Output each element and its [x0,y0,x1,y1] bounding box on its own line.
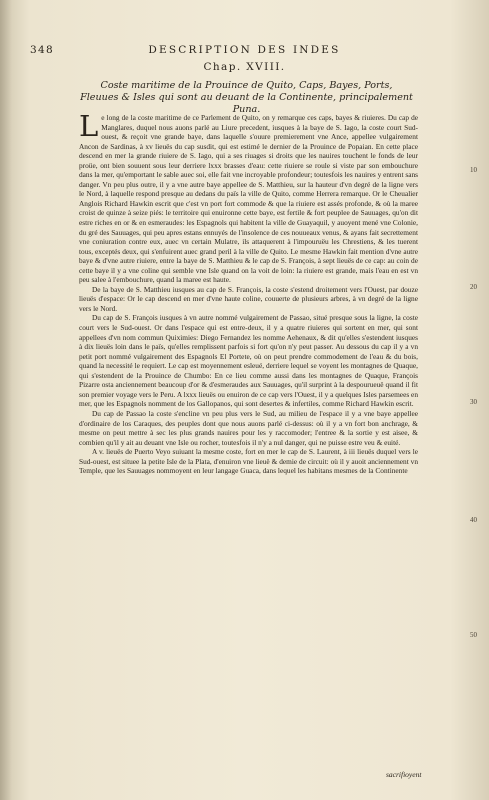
margin-line-number: 20 [470,283,477,291]
drop-cap: L [79,109,99,143]
margin-line-number: 30 [470,398,477,406]
paragraph-2: De la baye de S. Matthieu iusques au cap de S. François, la coste s'estend droitement vers l'Ouest, par douze lieuës d'espace: Or le cap descend en mer d'vne haute coline, couuerte de plusieurs arbres, à vn degré de la ligne vers le Nord. [79,284,418,313]
page-gutter-shadow [0,0,12,800]
paragraph-1-text: e long de la coste maritime de ce Parlement de Quito, on y remarque ces caps, bayes & riuieres. Du cap de Manglares, duquel nous auons parlé au Liure precedent, iusques à la baye de S. Iago, la coste court Sud-ouest, & reçoit vne grande baye, dans laquelle s'ouure premierement vne Ance, appellee vulgairement Ancon de Sardinas, à xv lieuës du cap susdit, qui est estimé le dernier de la Prouince de Popaian. En cette place descend en mer la grande riuiere de S. Iago, qui a ses riuages si droits que les nauires touchent le fonds de leur proüe, ont bien souuent sous leur derriere lxxx brasses d'eau: cette riuiere se roule si viste par son embouchure dans la mer, qu'emportant le sable auec soi, elle fait vne incroyable profondeur; toutesfois les nauires y entrent sans danger. Vn peu plus outre, il y a vne autre baye appellee de S. Matthieu, sur la hauteur d'vn degré de la ligne vers le Nord, à laquelle respond presque au dedans du païs la ville de Quito, comme Herrera remarque. Or le Cheualier Anglois Richard Hawkin escrit que c'est vn port fort commode & que la riuiere est assés profonde, & où la maree croist de quinze à seize piés: le territoire qui enuironne cette baye, est fertile & fort peuplee de Sauuages, qu'on dit estre riches en or & en esmeraudes: les Espagnols qui habitent la ville de Guayaquil, y auoyent mené vne Colonie, du gré des Sauuages, qui peu apres estans ennuyés de l'insolence de ces nouueaux venus, & ayans fait secrettement vne coniuration contre eux, auec vn certain Mulatre, ils attaquerent à l'impouruëu les Chrestiens, & les tuerent tous, exceptés deux, qui s'enfuirent auec grand peril à la ville de Quito. Le mesme Hawkin fait mention d'vne autre baye & d'vne autre riuiere, entre la baye de S. Matthieu & le cap de S. François, à sept lieuës de ce cap: au coin de cette baye il y a vne coline qui semble vne Isle quand on la voit de loin: la riuiere est grande, mais l'eau en est vn peu salee à l'embouchure, quand la maree est haute. [79,113,418,285]
margin-line-number: 40 [470,516,477,524]
page-number: 348 [30,44,54,56]
margin-line-number: 10 [470,166,477,174]
body-text [79,109,418,476]
running-head: DESCRIPTION DES INDES [148,44,341,56]
paragraph-1 [79,109,418,285]
margin-line-number: 50 [470,631,477,639]
paragraph-5: A v. lieuës de Puerto Veyo suiuant la mesme coste, fort en mer le cap de S. Laurent, à iii lieuës duquel vers le Sud-ouest, est situee la petite Isle de la Plata, d'enuiron vne lieuë & demie de circuit: où il y auoit anciennement vn Temple, que les Sauuages nommoyent en leur langage Guaca, dans lequel les habitans mesmes de la Continente [79,447,418,476]
page-header [30,44,459,60]
paragraph-4: Du cap de Passao la coste s'encline vn peu plus vers le Sud, au milieu de l'espace il y a vne baye appellee d'ordinaire de los Caraques, des peuples dont que nous auons parlé ci-dessus: où il y a vn fort bon anchrage, & mesme on peut mettre à sec les plus grands nauires pour les y raccomoder; l'entree & la sortie y est aisee, & combien qu'il y ait au deuant vne Isle ou rocher, toutesfois il n'y a nul danger, qui ne puisse estre veu & euité. [79,408,418,447]
chapter-heading: Chap. XVIII. [203,61,286,73]
catchword: sacrifioyent [386,770,422,779]
chapter-title: Coste maritime de la Prouince de Quito, Caps, Bayes, Ports, Fleuues & Isles qui sont au deuant de la Continente, principalement Puna. [80,80,413,115]
paragraph-3: Du cap de S. François iusques à vn autre nommé vulgairement de Passao, situé presque sous la ligne, la coste court vers le Sud-ouest. Or dans l'espace qui est entre-deux, il y a quatre riuieres qui sortent en mer, qui sont appellees d'vn nom commun Quiximies: Diego Fernandez les nomme Aehenaux, & dit qu'elles s'estendent iusques à dix lieuës loin dans le païs, qu'elles remplissent parfois si fort qu'on n'y peut passer. Au dessous du cap il y a vn petit port nommé vulgairement des Espagnols El Portete, où on peut prendre commodement de l'eau & du bois, quand la necessité le requiert. Le cap est moyennement esleué, derriere lequel se voyent les montagnes de Quaque, qui s'estendent de la Prouince de Chumbo: En ce lieu comme aussi dans les montagnes de Quaque, François Pizarre osta anciennement beaucoup d'or & d'esmeraudes aux Sauuages, qu'il surprint à la despourueuë quand il fit son premier voyage vers le Peru. A lxxx lieuës ou enuiron de ce cap vers l'Ouest, il y a quelques Isles parsemees en mer, que les Espagnols nomment de los Gallopanos, qui sont desertes & infertiles, comme Richard Hawkin escrit. [79,313,418,409]
